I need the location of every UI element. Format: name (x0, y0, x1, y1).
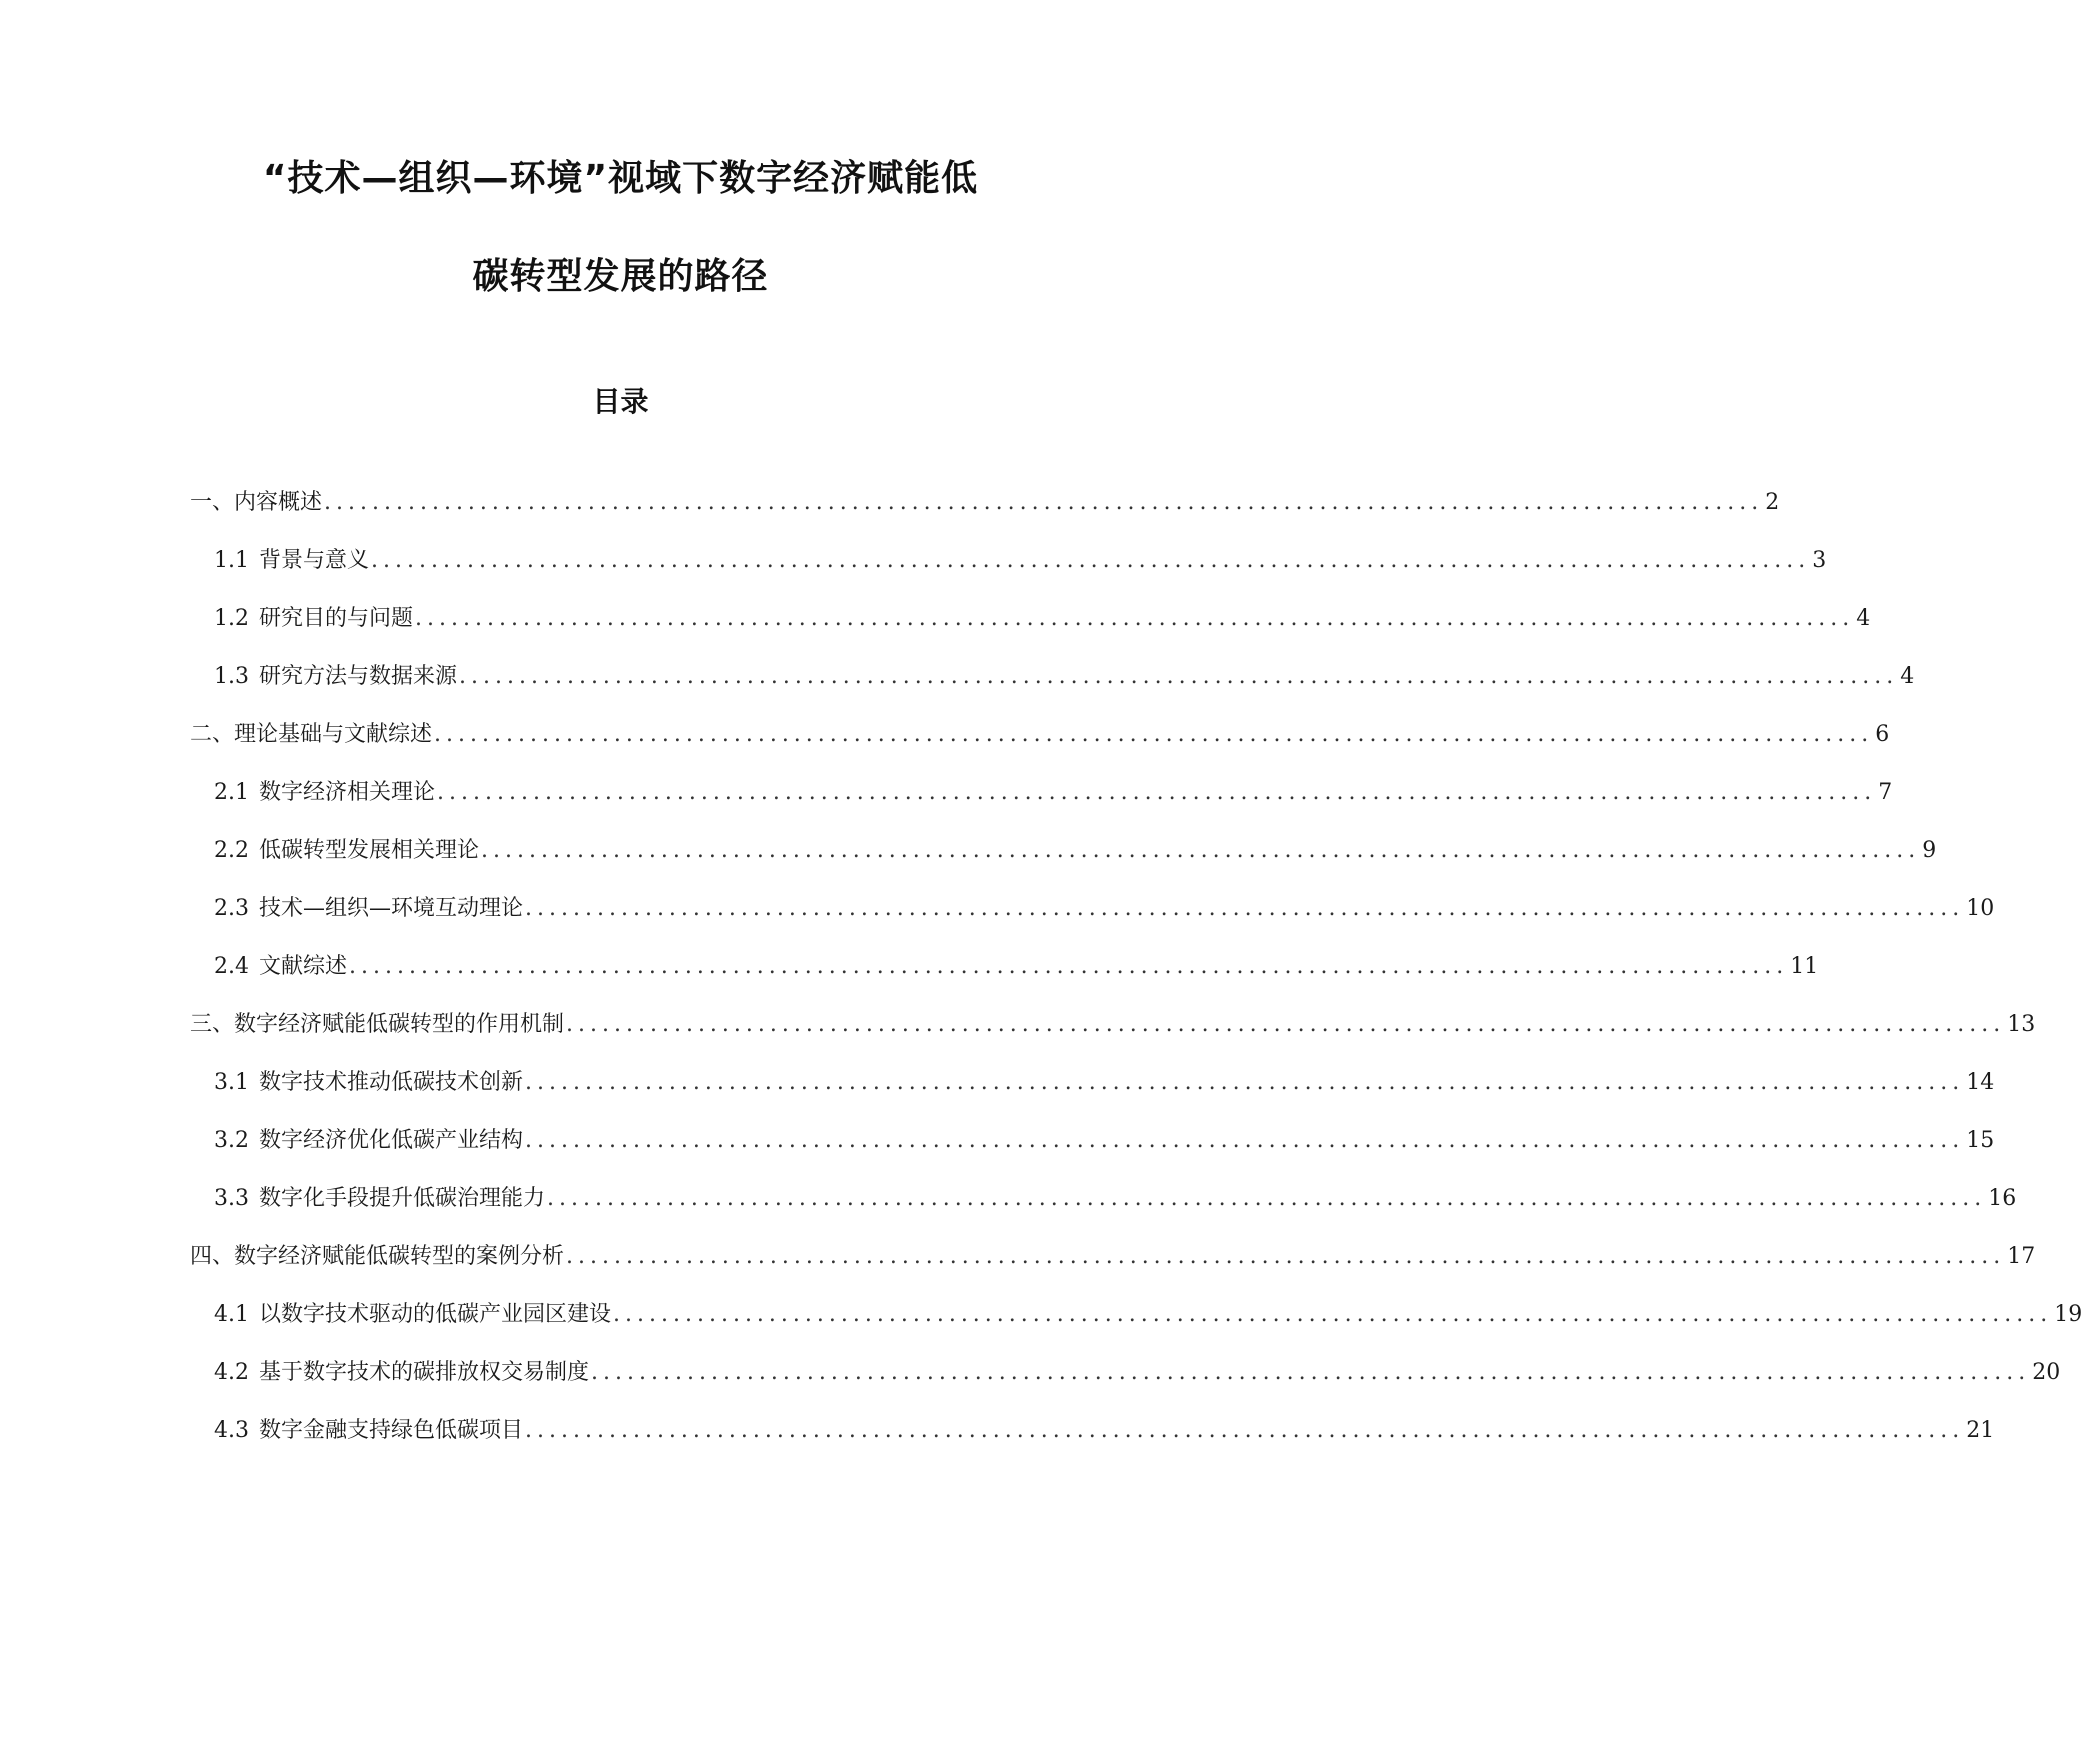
toc-entry-page-number: 7 (1878, 780, 1893, 805)
toc-section-entry[interactable] (214, 949, 1819, 983)
toc-entry-page-number: 19 (2054, 1302, 2082, 1327)
toc-section-entry[interactable] (214, 1297, 2082, 1331)
toc-entry-label: 数字金融支持绿色低碳项目 (259, 1418, 524, 1443)
toc-section-entry[interactable] (214, 1065, 1995, 1099)
toc-section-entry[interactable] (214, 543, 1827, 577)
toc-section-entry[interactable] (214, 1355, 2061, 1389)
toc-entry-number: 2.2 (214, 838, 249, 863)
toc-dot-leader: ........................................................................................................................ (591, 1360, 2031, 1385)
toc-dot-leader: ........................................................................................................................ (525, 896, 1965, 921)
toc-entry-label: 数字技术推动低碳技术创新 (259, 1070, 524, 1095)
toc-dot-leader: ........................................................................................................................ (525, 1418, 1965, 1443)
toc-entry-label: 技术—组织—环境互动理论 (259, 896, 524, 921)
toc-entry-label: 一、内容概述 (190, 490, 323, 515)
toc-dot-leader: ........................................................................................................................ (459, 664, 1899, 689)
toc-dot-leader: ........................................................................................................................ (415, 606, 1855, 631)
toc-entry-page-number: 20 (2032, 1360, 2061, 1385)
toc-dot-leader: ........................................................................................................................ (547, 1186, 1987, 1211)
toc-entry-label: 背景与意义 (259, 548, 370, 573)
toc-chapter-entry[interactable] (190, 1239, 2036, 1273)
toc-entry-label: 数字经济相关理论 (259, 780, 436, 805)
toc-entry-label: 基于数字技术的碳排放权交易制度 (259, 1360, 590, 1385)
toc-entry-page-number: 11 (1790, 954, 1819, 979)
toc-entry-number: 1.3 (214, 664, 249, 689)
toc-entry-label: 低碳转型发展相关理论 (259, 838, 480, 863)
toc-entry-label: 三、数字经济赋能低碳转型的作用机制 (190, 1012, 565, 1037)
toc-entry-page-number: 2 (1765, 490, 1780, 515)
toc-section-entry[interactable] (214, 891, 1995, 925)
toc-dot-leader: ........................................................................................................................ (566, 1244, 2006, 1269)
toc-chapter-entry[interactable] (190, 717, 1890, 751)
toc-entry-number: 2.1 (214, 780, 249, 805)
toc-entry-page-number: 14 (1966, 1070, 1995, 1095)
toc-entry-number: 4.3 (214, 1418, 249, 1443)
toc-entry-label: 二、理论基础与文献综述 (190, 722, 433, 747)
toc-section-entry[interactable] (214, 1181, 2017, 1215)
toc-entry-number: 1.2 (214, 606, 249, 631)
toc-dot-leader: ........................................................................................................................ (434, 722, 1874, 747)
toc-entry-label: 文献综述 (259, 954, 348, 979)
toc-dot-leader: ........................................................................................................................ (371, 548, 1811, 573)
toc-entry-number: 3.1 (214, 1070, 249, 1095)
toc-entry-page-number: 15 (1966, 1128, 1995, 1153)
toc-entry-page-number: 4 (1900, 664, 1915, 689)
toc-entry-page-number: 21 (1966, 1418, 1995, 1443)
toc-entry-label: 研究目的与问题 (259, 606, 414, 631)
toc-entry-page-number: 4 (1856, 606, 1871, 631)
toc-entry-label: 研究方法与数据来源 (259, 664, 458, 689)
toc-dot-leader: ........................................................................................................................ (349, 954, 1789, 979)
toc-chapter-entry[interactable] (190, 485, 1780, 519)
toc-entry-page-number: 13 (2007, 1012, 2036, 1037)
document-title-line-1: “技术—组织—环境”视域下数字经济赋能低 (262, 158, 979, 199)
toc-entry-page-number: 9 (1922, 838, 1937, 863)
toc-chapter-entry[interactable] (190, 1007, 2036, 1041)
toc-entry-page-number: 16 (1988, 1186, 2017, 1211)
toc-dot-leader: ........................................................................................................................ (437, 780, 1877, 805)
toc-section-entry[interactable] (214, 775, 1893, 809)
toc-entry-number: 3.3 (214, 1186, 249, 1211)
toc-entry-label: 数字经济优化低碳产业结构 (259, 1128, 524, 1153)
toc-entry-number: 4.2 (214, 1360, 249, 1385)
document-title-line-2: 碳转型发展的路径 (472, 256, 769, 297)
toc-entry-number: 3.2 (214, 1128, 249, 1153)
toc-entry-page-number: 3 (1812, 548, 1827, 573)
toc-heading: 目录 (592, 385, 649, 418)
toc-dot-leader: ........................................................................................................................ (481, 838, 1921, 863)
toc-dot-leader: ........................................................................................................................ (525, 1128, 1965, 1153)
toc-dot-leader: ........................................................................................................................ (613, 1302, 2053, 1327)
toc-entry-label: 以数字技术驱动的低碳产业园区建设 (259, 1302, 612, 1327)
toc-section-entry[interactable] (214, 833, 1937, 867)
toc-entry-number: 4.1 (214, 1302, 249, 1327)
toc-entry-page-number: 6 (1875, 722, 1890, 747)
toc-entry-label: 数字化手段提升低碳治理能力 (259, 1186, 546, 1211)
toc-dot-leader: ........................................................................................................................ (324, 490, 1764, 515)
toc-entry-number: 2.4 (214, 954, 249, 979)
toc-section-entry[interactable] (214, 1123, 1995, 1157)
toc-entry-number: 1.1 (214, 548, 249, 573)
toc-dot-leader: ........................................................................................................................ (566, 1012, 2006, 1037)
toc-entry-page-number: 10 (1966, 896, 1995, 921)
toc-section-entry[interactable] (214, 1413, 1995, 1447)
toc-entry-label: 四、数字经济赋能低碳转型的案例分析 (190, 1244, 565, 1269)
toc-section-entry[interactable] (214, 601, 1871, 635)
toc-entry-number: 2.3 (214, 896, 249, 921)
toc-entry-page-number: 17 (2007, 1244, 2036, 1269)
toc-dot-leader: ........................................................................................................................ (525, 1070, 1965, 1095)
toc-section-entry[interactable] (214, 659, 1915, 693)
